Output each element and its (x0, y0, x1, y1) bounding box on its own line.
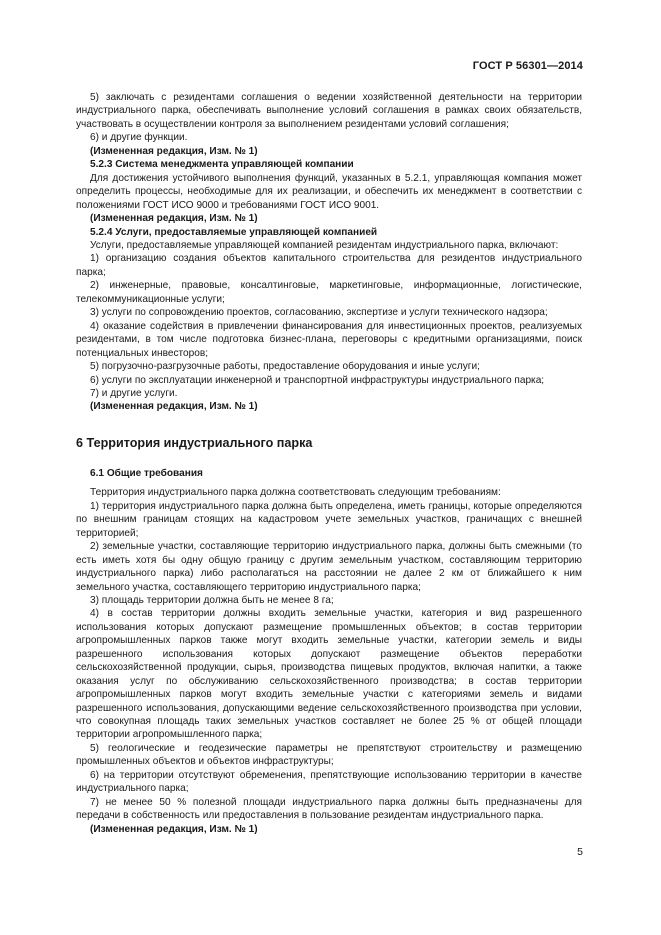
paragraph: 6) и другие функции. (90, 132, 188, 144)
paragraph: 5) погрузочно-разгрузочные работы, предоставление оборудования и иные услуги; (90, 361, 480, 373)
paragraph: 2) земельные участки, составляющие территорию индустриального парка, должны быть смежными (то есть иметь хотя бы одну общую границу с другим земельным участком, составляющим территорию индустриального парка) либо располагаться на расстоянии не далее 2 км от ближайшего к ним земельного участка, составляющего территорию индустриального парка; (76, 541, 582, 593)
section-heading: 6 Территория индустриального парка (76, 435, 313, 450)
paragraph: 6) услуги по эксплуатации инженерной и транспортной инфраструктуры индустриального парка; (90, 374, 545, 386)
page-header: ГОСТ Р 56301—2014 (472, 60, 583, 72)
bold-line: (Измененная редакция, Изм. № 1) (90, 213, 258, 225)
paragraph: 2) инженерные, правовые, консалтинговые, маркетинговые, информационные, логистические, телекоммуникационные услуги; (76, 280, 582, 305)
paragraph: 6) на территории отсутствуют обременения, препятствующие использованию территории в качестве индустриального парка; (76, 769, 582, 795)
paragraph: 5) геологические и геодезические параметры не препятствуют строительству и размещению промышленных объектов и объектов инфраструктуры; (76, 742, 582, 768)
paragraph: 1) территория индустриального парка должна быть определена, иметь границы, которые определяются по внешним границам стоящих на кадастровом учете земельных участков, граничащих с внешней территорией; (76, 500, 582, 539)
paragraph: 7) и другие услуги. (90, 387, 178, 399)
subsection-heading: 6.1 Общие требования (90, 467, 203, 479)
paragraph: Для достижения устойчивого выполнения функций, указанных в 5.2.1, управляющая компания может определить процессы, необходимые для их реализации, и обеспечить их менеджмент в соответствии с положениями ГОСТ ИСО 9000 и требованиями ГОСТ ИСО 9001. (76, 172, 582, 211)
paragraph: 1) организацию создания объектов капитального строительства для резидентов индустриального парка; (76, 253, 582, 278)
paragraph: 7) не менее 50 % полезной площади индустриального парка должны быть предназначены для передачи в собственность или предоставления в пользование резидентам индустриального парка. (76, 796, 582, 822)
paragraph: 3) услуги по сопровождению проектов, согласованию, экспертизе и услуги технического надзора; (90, 307, 548, 319)
paragraph: 4) в состав территории должны входить земельные участки, категория и вид разрешенного использования которых допускают размещение промышленных объектов; в состав территории агропромышленных парков также могут входить земельные участки, категории земель и виды разрешенного использования которых допускают размещение объектов переработки сельскохозяйственной продукции, сырья, производства пищевых продуктов, включая напитки, а также оказания услуг по обслуживанию сельскохозяйственного производства; в состав территории агропромышленных парков могут входить земельные участки с категориями земель и видами разрешенного использования, допускающими ведение сельскохозяйственного производства при условии, что совокупная площадь таких земельных участков составляет не более 25 % от общей площади территории агропромышленного парка; (76, 608, 582, 741)
page-number: 5 (577, 846, 583, 858)
bold-line: (Измененная редакция, Изм. № 1) (90, 823, 258, 835)
bold-line: 5.2.4 Услуги, предоставляемые управляющей компанией (90, 226, 378, 238)
paragraph: 4) оказание содействия в привлечении финансирования для инвестиционных проектов, реализуемых резидентами, в том числе подготовка бизнес-плана, переговоры с кредитными организациями, поиск потенциальных инвесторов; (76, 320, 582, 359)
bold-line: 5.2.3 Система менеджмента управляющей компании (90, 159, 354, 171)
paragraph: 3) площадь территории должна быть не менее 8 га; (90, 594, 334, 606)
document-body (76, 91, 582, 836)
paragraph: 5) заключать с резидентами соглашения о ведении хозяйственной деятельности на территории индустриального парка, обеспечивать выполнение условий соглашения в рамках своих обязательств, участвовать в осуществлении контроля за выполнением резидентами условий соглашения; (76, 92, 582, 130)
paragraph: Услуги, предоставляемые управляющей компанией резидентам индустриального парка, включают: (90, 239, 559, 251)
bold-line: (Измененная редакция, Изм. № 1) (90, 145, 258, 157)
bold-line: (Измененная редакция, Изм. № 1) (90, 401, 258, 413)
paragraph: Территория индустриального парка должна соответствовать следующим требованиям: (90, 487, 501, 499)
